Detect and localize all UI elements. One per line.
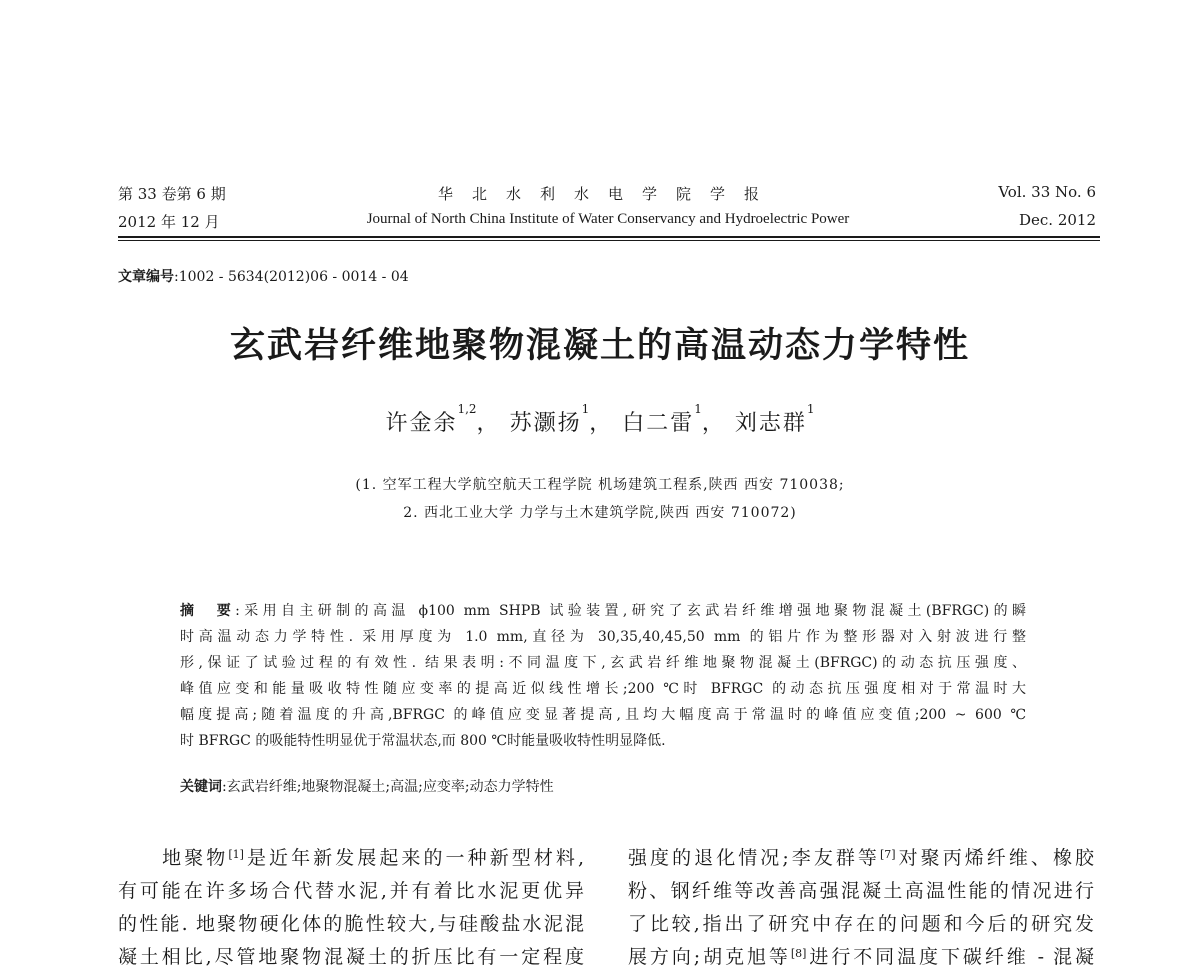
author: 苏灏扬$^1$， [509, 402, 614, 436]
journal-name-cn: 华北水利水电学院学报 [437, 185, 778, 203]
abstract-label: 摘 要 [180, 603, 236, 619]
affiliation-2: 2. 西北工业大学 力学与土木建筑学院,陕西 西安 710072) [403, 505, 797, 521]
header-rule-thick [118, 236, 1100, 238]
body-line: 地聚物[1]是近年新发展起来的一种新型材料, [118, 847, 584, 869]
body-column-left [118, 844, 584, 976]
keywords-label: 关键词 [180, 779, 222, 795]
abstract-line: 时 BFRGC 的吸能特性明显优于常温状态,而 800 ℃时能量吸收特性明显降低. [180, 733, 666, 749]
author-affil-marker: 1 [581, 402, 590, 416]
citation-ref: [7] [879, 848, 896, 861]
paper-title: 玄武岩纤维地聚物混凝土的高温动态力学特性 [229, 326, 970, 366]
author: 许金余$^{1,2}$， [385, 402, 501, 436]
affiliation-1: (1. 空军工程大学航空航天工程学院 机场建筑工程系,陕西 西安 710038; [355, 477, 845, 493]
body-line: 展方向;胡克旭等[8]进行不同温度下碳纤维 - 混凝 [628, 946, 1094, 968]
author: 白二雷$^1$， [622, 402, 726, 436]
abstract-line: 时高温动态力学特性. 采用厚度为 1.0 mm,直径为 30,35,40,45,50 mm 的铝片作为整形器对入射波进行整 [180, 629, 1026, 645]
article-number-value: :1002 - 5634(2012)06 - 0014 - 04 [174, 269, 409, 285]
journal-header-row-1 [118, 183, 1098, 209]
author-list [0, 402, 1200, 437]
citation-ref: [8] [790, 947, 807, 960]
author-affil-marker: 1 [806, 402, 815, 416]
journal-name-en: Journal of North China Institute of Water Conservancy and Hydroelectric Power [366, 211, 850, 227]
volume-issue-en: Vol. 33 No. 6 [998, 183, 1096, 201]
body-line: 了比较,指出了研究中存在的问题和今后的研究发 [628, 913, 1094, 935]
citation-ref: [1] [228, 848, 244, 861]
abstract-line: 形,保证了试验过程的有效性. 结果表明:不同温度下,玄武岩纤维地聚物混凝土(BFRGC)的动态抗压强度、 [180, 655, 1026, 671]
abstract [180, 598, 1026, 754]
date-en: Dec. 2012 [1018, 211, 1096, 229]
body-line: 粉、钢纤维等改善高强混凝土高温性能的情况进行 [628, 880, 1094, 902]
body-column-right [628, 844, 1094, 976]
keywords-value: :玄武岩纤维;地聚物混凝土;高温;应变率;动态力学特性 [222, 779, 554, 795]
body-line: 的性能. 地聚物硬化体的脆性较大,与硅酸盐水泥混 [118, 913, 584, 935]
date-cn: 2012 年 12 月 [118, 213, 220, 231]
keywords [180, 776, 554, 796]
body-line: 有可能在许多场合代替水泥,并有着比水泥更优异 [118, 880, 584, 902]
author-affil-marker: 1 [694, 402, 702, 416]
author: 刘志群$^1$ [734, 402, 815, 436]
article-number-label: 文章编号 [118, 269, 174, 285]
abstract-line: 摘 要:采用自主研制的高温 ϕ100 mm SHPB 试验装置,研究了玄武岩纤维增强地聚物混凝土(BFRGC)的瞬 [180, 603, 1026, 619]
body-line: 凝土相比,尽管地聚物混凝土的折压比有一定程度 [118, 946, 584, 968]
body-line: 强度的退化情况;李友群等[7]对聚丙烯纤维、橡胶 [628, 847, 1094, 869]
author-affil-marker: 1,2 [457, 402, 477, 416]
journal-header-row-2 [118, 211, 1098, 237]
volume-issue-cn: 第 33 卷第 6 期 [118, 185, 226, 203]
header-rule-thin [118, 240, 1100, 241]
article-number [118, 266, 409, 286]
abstract-line: 幅度提高;随着温度的升高,BFRGC 的峰值应变显著提高,且均大幅度高于常温时的峰值应变值;200 ~ 600 ℃ [180, 707, 1026, 723]
abstract-line: 峰值应变和能量吸收特性随应变率的提高近似线性增长;200 ℃时 BFRGC 的动态抗压强度相对于常温时大 [180, 681, 1026, 697]
